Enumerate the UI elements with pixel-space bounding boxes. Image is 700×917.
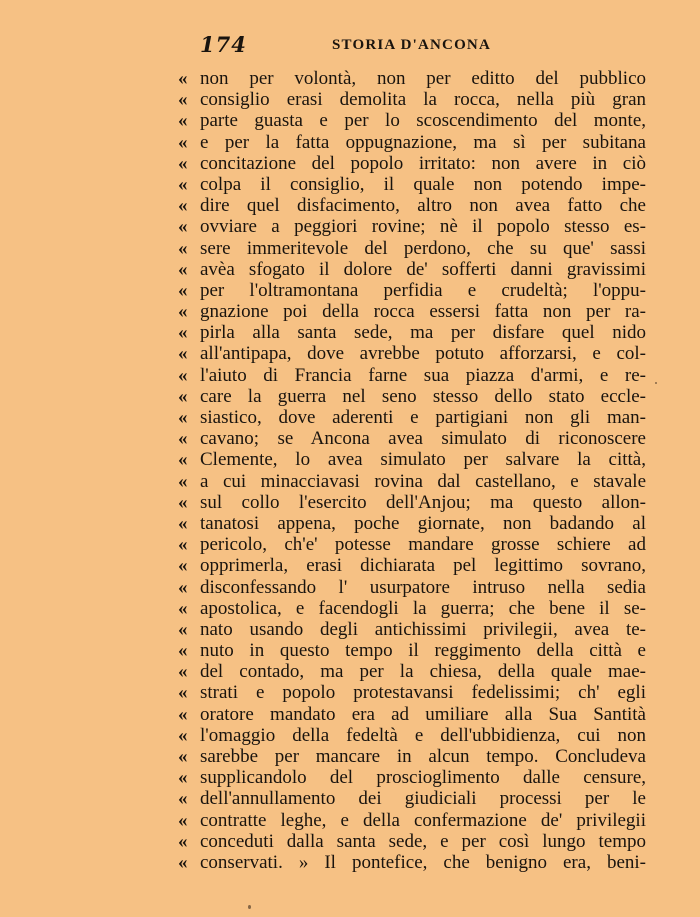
- text-line: [178, 68, 650, 89]
- line-text: sarebbe per mancare in alcun tempo. Concludeva: [200, 746, 646, 767]
- quote-mark: «: [178, 703, 188, 725]
- text-line: [178, 89, 650, 110]
- text-line: [178, 216, 650, 237]
- line-text: avèa sfogato il dolore de' sofferti danni gravissimi: [200, 258, 646, 280]
- running-head: STORIA D'ANCONA: [332, 37, 491, 53]
- text-line: [178, 831, 650, 852]
- quote-mark: «: [178, 576, 188, 598]
- line-text: strati e popolo protestavansi fedelissimi; ch' egli: [200, 682, 646, 704]
- line-text: a cui minacciavasi rovina dal castellano, e stavale: [200, 470, 646, 492]
- quote-mark: «: [178, 110, 188, 132]
- line-text: sere immeritevole del perdono, che su que' sassi: [200, 237, 646, 259]
- line-text: conceduti dalla santa sede, e per così lungo tempo: [200, 830, 646, 852]
- line-text: disconfessando l' usurpatore intruso nella sedia: [200, 576, 646, 598]
- quote-mark: «: [178, 682, 188, 704]
- text-line: [178, 492, 650, 513]
- quote-mark: «: [178, 322, 188, 344]
- page-number: 174: [200, 32, 247, 57]
- paper-speck: [248, 905, 251, 909]
- line-text: all'antipapa, dove avrebbe potuto afforzarsi, e col-: [200, 343, 646, 365]
- quote-mark: «: [178, 364, 188, 386]
- quote-mark: «: [178, 68, 188, 89]
- line-text: concitazione del popolo irritato: non avere in ciò: [200, 152, 646, 174]
- line-text: care la guerra nel seno stesso dello stato eccle-: [200, 385, 646, 407]
- text-line: [178, 788, 650, 809]
- quote-mark: «: [178, 746, 188, 767]
- text-line: [178, 598, 650, 619]
- line-text: nato usando degli antichissimi privilegii, avea te-: [200, 618, 646, 640]
- line-text: l'aiuto di Francia farne sua piazza d'armi, e re-: [200, 364, 646, 386]
- text-line: [178, 428, 650, 449]
- quote-mark: «: [178, 809, 188, 831]
- text-line: [178, 682, 650, 703]
- line-text: nuto in questo tempo il reggimento della città e: [200, 640, 646, 662]
- line-text: contratte leghe, e della confermazione de' privilegii: [200, 809, 646, 831]
- line-text: sul collo l'esercito dell'Anjou; ma questo allon-: [200, 491, 646, 513]
- text-line: [178, 513, 650, 534]
- text-line: [178, 407, 650, 428]
- text-line: [178, 471, 650, 492]
- text-line: [178, 195, 650, 216]
- quote-mark: «: [178, 618, 188, 640]
- text-line: [178, 153, 650, 174]
- quote-mark: «: [178, 343, 188, 365]
- quote-mark: «: [178, 173, 188, 195]
- line-text: pericolo, ch'e' potesse mandare grosse schiere ad: [200, 534, 646, 556]
- text-line: [178, 365, 650, 386]
- quote-mark: «: [178, 89, 188, 111]
- text-line: [178, 577, 650, 598]
- text-line: [178, 343, 650, 364]
- line-text: e per la fatta oppugnazione, ma sì per subitana: [200, 131, 646, 153]
- quote-mark: «: [178, 152, 188, 174]
- line-text: oratore mandato era ad umiliare alla Sua Santità: [200, 703, 646, 725]
- page-header: [200, 32, 650, 62]
- line-text: cavano; se Ancona avea simulato di riconoscere: [200, 428, 646, 450]
- quote-mark: «: [178, 767, 188, 789]
- quote-mark: «: [178, 195, 188, 217]
- line-text: gnazione poi della rocca essersi fatta non per ra-: [200, 301, 646, 323]
- quote-mark: «: [178, 301, 188, 323]
- line-text: dire quel disfacimento, altro non avea fatto che: [200, 195, 646, 217]
- text-line: [178, 132, 650, 153]
- quote-mark: «: [178, 385, 188, 407]
- text-line: [178, 640, 650, 661]
- line-text: pirla alla santa sede, ma per disfare quel nido: [200, 322, 646, 344]
- text-line: [178, 555, 650, 576]
- text-line: [178, 386, 650, 407]
- text-line: [178, 852, 650, 873]
- line-text: apostolica, e facendogli la guerra; che bene il se-: [200, 597, 646, 619]
- quote-mark: «: [178, 407, 188, 428]
- line-text: Clemente, lo avea simulato per salvare la città,: [200, 449, 646, 471]
- body-text: [178, 68, 650, 873]
- line-text: parte guasta e per lo scoscendimento del monte,: [200, 110, 646, 132]
- quote-mark: «: [178, 258, 188, 280]
- line-text: ovviare a peggiori rovine; nè il popolo stesso es-: [200, 216, 646, 238]
- text-line: [178, 661, 650, 682]
- text-line: [178, 619, 650, 640]
- line-text: dell'annullamento dei giudiciali processi per le: [200, 788, 646, 810]
- line-text: siastico, dove aderenti e partigiani non gli man-: [200, 407, 646, 428]
- text-line: [178, 704, 650, 725]
- line-text: supplicandolo del proscioglimento dalle censure,: [200, 767, 646, 789]
- quote-mark: «: [178, 830, 188, 852]
- quote-mark: «: [178, 131, 188, 153]
- line-text: colpa il consiglio, il quale non potendo impe-: [200, 173, 646, 195]
- quote-mark: «: [178, 279, 188, 301]
- text-line: [178, 449, 650, 470]
- paper-speck: [655, 382, 657, 384]
- text-line: [178, 534, 650, 555]
- quote-mark: «: [178, 470, 188, 492]
- text-line: [178, 280, 650, 301]
- line-text: opprimerla, erasi dichiarata pel legittimo sovrano,: [200, 555, 646, 577]
- text-line: [178, 725, 650, 746]
- quote-mark: «: [178, 512, 188, 534]
- text-line: [178, 322, 650, 343]
- quote-mark: «: [178, 597, 188, 619]
- quote-mark: «: [178, 555, 188, 577]
- quote-mark: «: [178, 491, 188, 513]
- line-text: non per volontà, non per editto del pubblico: [200, 68, 646, 89]
- line-text: l'omaggio della fedeltà e dell'ubbidienza, cui non: [200, 724, 646, 746]
- text-line: [178, 259, 650, 280]
- quote-mark: «: [178, 216, 188, 238]
- text-line: [178, 301, 650, 322]
- text-line: [178, 810, 650, 831]
- text-line: [178, 174, 650, 195]
- line-text: conservati. » Il pontefice, che benigno era, beni-: [200, 851, 646, 873]
- quote-mark: «: [178, 724, 188, 746]
- text-line: [178, 746, 650, 767]
- text-line: [178, 767, 650, 788]
- quote-mark: «: [178, 788, 188, 810]
- text-line: [178, 238, 650, 259]
- quote-mark: «: [178, 534, 188, 556]
- quote-mark: «: [178, 449, 188, 471]
- line-text: per l'oltramontana perfidia e crudeltà; l'oppu-: [200, 279, 646, 301]
- line-text: del contado, ma per la chiesa, della quale mae-: [200, 661, 646, 683]
- line-text: consiglio erasi demolita la rocca, nella più gran: [200, 89, 646, 111]
- line-text: tanatosi appena, poche giornate, non badando al: [200, 512, 646, 534]
- quote-mark: «: [178, 428, 188, 450]
- quote-mark: «: [178, 661, 188, 683]
- text-line: [178, 110, 650, 131]
- quote-mark: «: [178, 851, 188, 873]
- quote-mark: «: [178, 237, 188, 259]
- quote-mark: «: [178, 640, 188, 662]
